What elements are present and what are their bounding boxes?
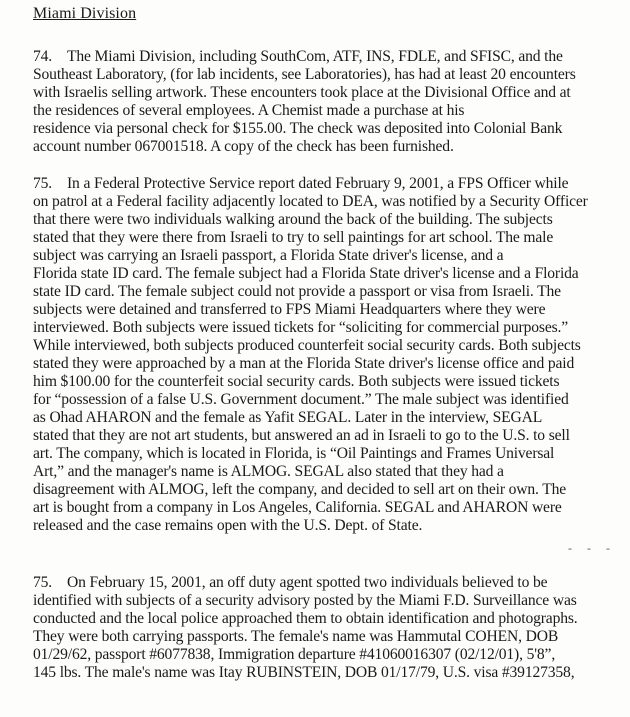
paragraph-line: Florida state ID card. The female subject had a Florida State driver's license and a Florida [33,265,579,282]
paragraph-line: stated that they are not art students, but answered an ad in Israeli to go to the U.S. to sell [33,427,570,444]
paragraph-line: Art,” and the manager's name is ALMOG. SEGAL also stated that they had a [33,463,504,480]
paragraph-line: on patrol at a Federal facility adjacently located to DEA, was notified by a Security Officer [33,193,588,210]
paragraph-line: that there were two individuals walking around the back of the building. The subjects [33,211,553,228]
paragraph-line: interviewed. Both subjects were issued tickets for “soliciting for commercial purposes.” [33,319,569,336]
section-heading: Miami Division [33,5,137,22]
paragraph-line: released and the case remains open with the U.S. Dept. of State. [33,517,423,534]
paragraph-line: They were both carrying passports. The female's name was Hammutal COHEN, DOB [33,628,559,645]
paragraph-number: 75. [33,175,53,192]
paragraph-line: 145 lbs. The male's name was Itay RUBINSTEIN, DOB 01/17/79, U.S. visa #39127358, [33,664,575,681]
paragraph-line: residence via personal check for $155.00. The check was deposited into Colonial Bank [33,120,563,137]
paragraph-line: While interviewed, both subjects produced counterfeit social security cards. Both subjects [33,337,581,354]
paragraph-line: state ID card. The female subject could not provide a passport or visa from Israeli. The [33,283,561,300]
paragraph-line: him $100.00 for the counterfeit social security cards. Both subjects were issued tickets [33,373,560,390]
paragraph-line [33,574,625,592]
paragraph-line: conducted and the local police approached them to obtain identification and photographs. [33,610,578,627]
paragraph-line [33,48,625,66]
paragraph-75-surveillance [33,574,625,682]
paragraph-line: Southeast Laboratory, (for lab incidents, see Laboratories), has had at least 20 encounters [33,66,576,83]
paragraph-line-text: In a Federal Protective Service report dated February 9, 2001, a FPS Officer while [67,175,569,192]
paragraph-line: for “possession of a false U.S. Government document.” The male subject was identified [33,391,569,408]
paragraph-75-fps-report [33,175,625,535]
paragraph-line: stated they were approached by a man at the Florida State driver's license office and paid [33,355,575,372]
paragraph-line: stated that they were there from Israeli to try to sell paintings for art school. The male [33,229,554,246]
paragraph-line: 01/29/62, passport #6077838, Immigration departure #41060016307 (02/12/01), 5'8”, [33,646,556,663]
paragraph-number: 74. [33,48,53,65]
paragraph-line: subjects were detained and transferred to FPS Miami Headquarters where they were [33,301,546,318]
paragraph-line-text: The Miami Division, including SouthCom, ATF, INS, FDLE, and SFISC, and the [67,48,563,65]
paragraph-line: disagreement with ALMOG, left the company, and decided to sell art on their own. The [33,481,567,498]
paragraph-line [33,175,625,193]
paragraph-number: 75. [33,574,53,591]
paragraph-line-text: On February 15, 2001, an off duty agent spotted two individuals believed to be [67,574,548,591]
paragraph-line: with Israelis selling artwork. These encounters took place at the Divisional Office and at [33,84,571,101]
paragraph-line: as Ohad AHARON and the female as Yafit SEGAL. Later in the interview, SEGAL [33,409,543,426]
paragraph-line: art is bought from a company in Los Angeles, California. SEGAL and AHARON were [33,499,562,516]
scan-artifact-dashes: - - - [568,541,616,555]
paragraph-74 [33,48,625,156]
paragraph-line: subject was carrying an Israeli passport, a Florida State driver's license, and a [33,247,504,264]
paragraph-line: the residences of several employees. A Chemist made a purchase at his [33,102,465,119]
paragraph-line: art. The company, which is located in Florida, is “Oil Paintings and Frames Universal [33,445,555,462]
paragraph-line: identified with subjects of a security advisory posted by the Miami F.D. Surveillance was [33,592,577,609]
paragraph-line: account number 067001518. A copy of the check has been furnished. [33,138,454,155]
